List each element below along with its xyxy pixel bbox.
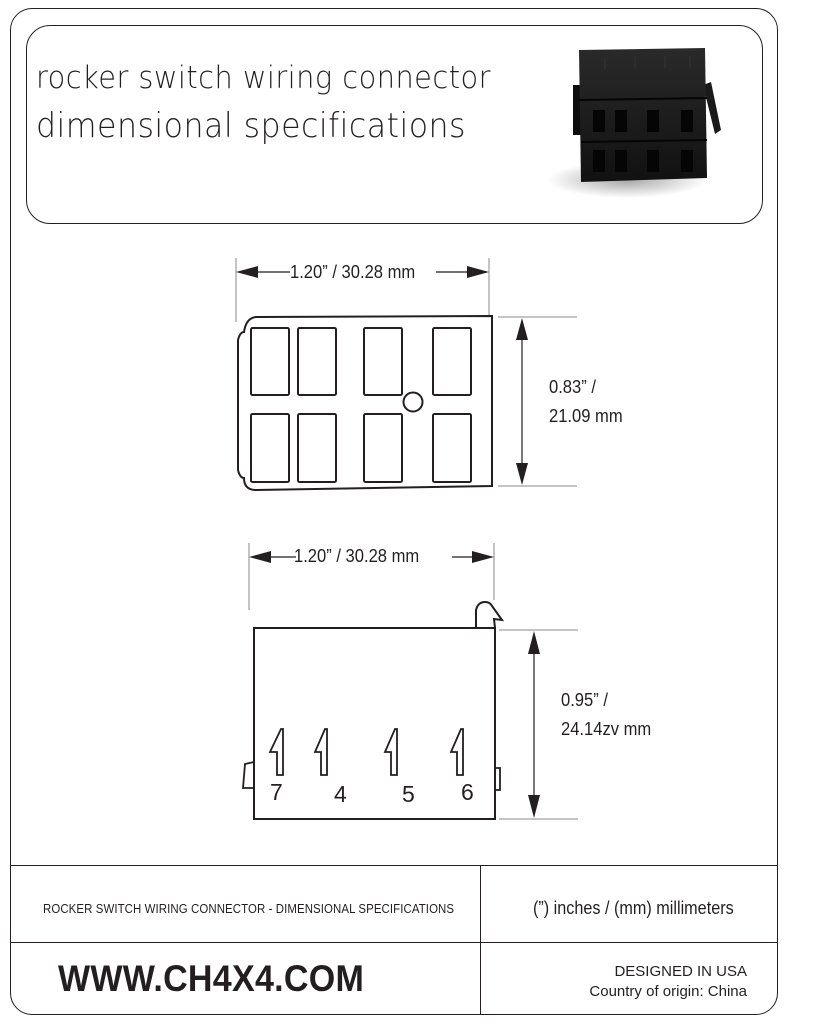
side-height-dimension-mm: 24.14zv mm [561, 719, 652, 739]
footer-divider-top [10, 865, 778, 866]
title-line-2: dimensional specifications [36, 106, 466, 146]
origin-info [589, 962, 747, 1002]
country-of-origin-label: Country of origin: China [589, 983, 747, 1000]
front-height-dimension-inches: 0.83” / [549, 377, 596, 397]
units-legend: (”) inches / (mm) millimeters [533, 898, 734, 918]
pin-label-5: 5 [402, 781, 415, 807]
pin-label-6: 6 [461, 779, 474, 805]
front-width-dimension: 1.20” / 30.28 mm [290, 262, 416, 282]
footer-divider-vertical [480, 865, 481, 1015]
side-height-dimension-inches: 0.95” / [561, 690, 608, 710]
front-view-drawing [236, 258, 577, 490]
designed-in-label: DESIGNED IN USA [614, 963, 747, 980]
footer-divider-middle [10, 942, 778, 943]
front-height-dimension-mm: 21.09 mm [549, 406, 623, 426]
side-width-dimension: 1.20” / 30.28 mm [294, 546, 420, 566]
title-line-1: rocker switch wiring connector [36, 60, 491, 96]
side-view-drawing [243, 543, 578, 819]
pin-label-4: 4 [334, 781, 347, 807]
footer-caption: ROCKER SWITCH WIRING CONNECTOR - DIMENSIONAL SPECIFICATIONS [43, 901, 455, 916]
website-link[interactable]: WWW.CH4X4.COM [58, 958, 365, 999]
pin-label-7: 7 [270, 779, 283, 805]
